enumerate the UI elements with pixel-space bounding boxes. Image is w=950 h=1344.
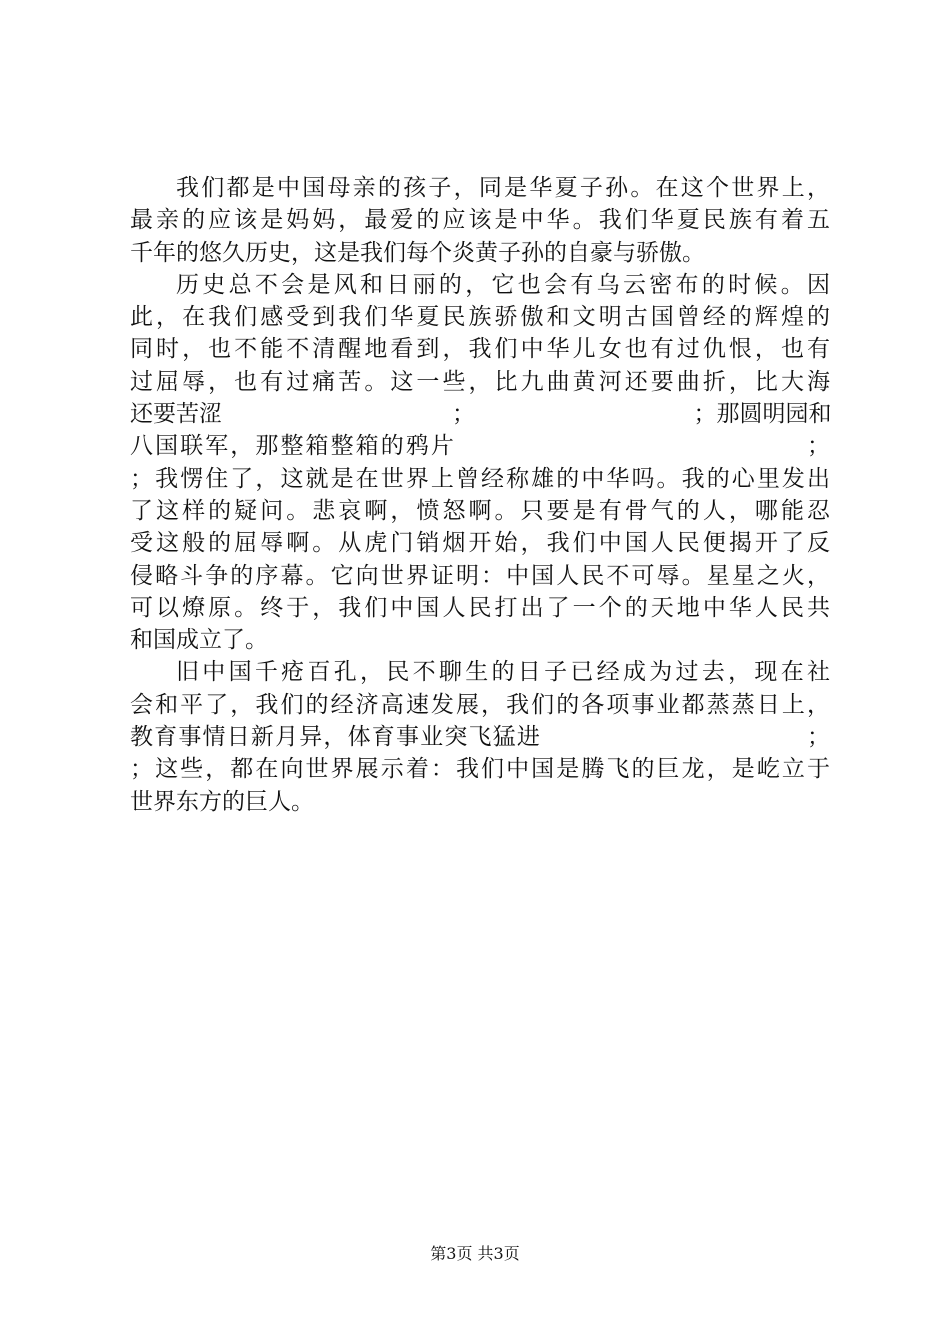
text-line: 最亲的应该是妈妈，最爱的应该是中华。我们华夏民族有着五 [130,207,830,234]
page-footer: 第3页 共3页 [430,1244,520,1263]
text-line: 世界东方的巨人。 [130,788,314,815]
text-line: 千年的悠久历史，这是我们每个炎黄子孙的自豪与骄傲。 [130,239,705,266]
text-line: 会和平了，我们的经济高速发展，我们的各项事业都蒸蒸日上， [130,691,830,718]
text-line: 我们都是中国母亲的孩子，同是华夏子孙。在这个世界上， [176,175,830,201]
text-line: 历史总不会是风和日丽的，它也会有乌云密布的时候。因 [176,271,830,298]
text-line: ；我愣住了，这就是在世界上曾经称雄的中华吗。我的心里发出 [130,465,830,492]
text-line: 还要苦涩 ； ；那圆明园和 [130,401,832,428]
text-line: 了这样的疑问。悲哀啊，愤怒啊。只要是有骨气的人，哪能忍 [130,497,830,524]
text-line: 此，在我们感受到我们华夏民族骄傲和文明古国曾经的辉煌的 [130,304,830,331]
text-line: ；这些，都在向世界展示着：我们中国是腾飞的巨龙，是屹立于 [130,756,830,783]
text-line: 受这般的屈辱啊。从虎门销烟开始，我们中国人民便揭开了反 [130,530,830,557]
text-line: 过屈辱，也有过痛苦。这一些，比九曲黄河还要曲折，比大海 [130,368,830,395]
text-line: 八国联军，那整箱整箱的鸦片 ； [130,433,830,460]
text-line: 可以燎原。终于，我们中国人民打出了一个的天地中华人民共 [130,594,830,621]
text-line: 旧中国千疮百孔，民不聊生的日子已经成为过去，现在社 [176,659,830,686]
text-line: 侵略斗争的序幕。它向世界证明：中国人民不可辱。星星之火， [130,562,830,589]
text-line: 教育事情日新月异，体育事业突飞猛进 ； [130,724,830,751]
text-line: 同时，也不能不清醒地看到，我们中华儿女也有过仇恨，也有 [130,336,830,363]
text-line: 和国成立了。 [130,627,268,654]
document-body [130,172,830,818]
